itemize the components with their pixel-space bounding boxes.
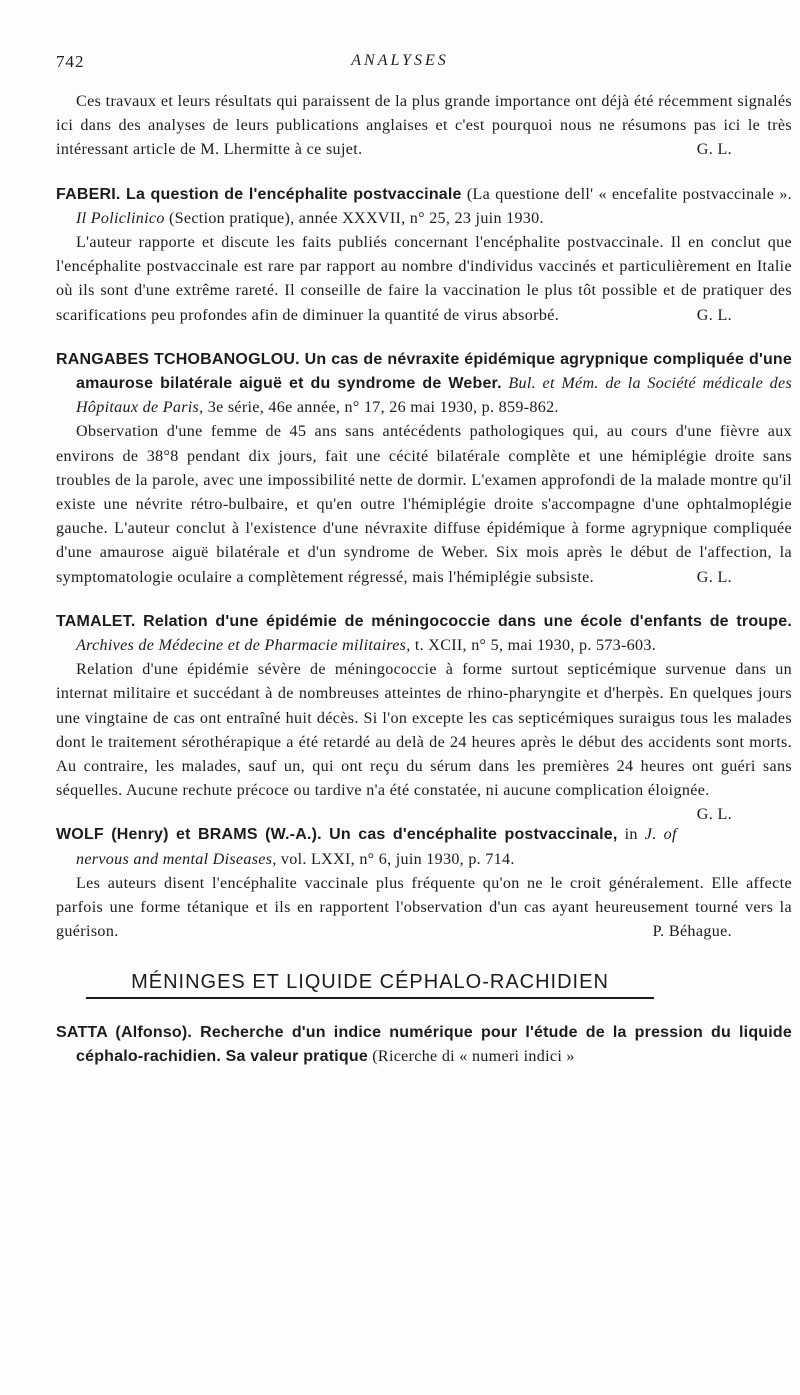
- abstract-entry: [56, 610, 792, 824]
- entry-title: WOLF (Henry) et BRAMS (W.-A.). Un cas d'encéphalite postvaccinale,: [56, 826, 618, 844]
- journal-name: Bul. et Mém. de la Société médicale des Hôpitaux de Paris,: [76, 375, 793, 417]
- entry-signature: G. L.: [696, 306, 732, 324]
- entry-source: in J. of nervous and mental Diseases, vol. LXXI, n° 6, juin 1930, p. 714.: [76, 826, 677, 868]
- entry-heading: [56, 1021, 792, 1069]
- entry-signature: P. Béhague.: [652, 923, 732, 941]
- page-number: 742: [56, 52, 85, 71]
- abstract-entry: [56, 1021, 792, 1069]
- abstract-entry: [56, 823, 792, 944]
- journal-name: J. of nervous and mental Diseases,: [76, 826, 677, 868]
- entry-signature: G. L.: [696, 568, 732, 586]
- intro-paragraph: [56, 90, 792, 163]
- running-head: ANALYSES: [351, 52, 449, 69]
- journal-name: Archives de Médecine et de Pharmacie militaires,: [76, 637, 411, 655]
- entry-body: L'auteur rapporte et discute les faits publiés concernant l'encéphalite postvaccinale. Il en conclut que l'encéphalite postvaccinale est rare par rapport au nombre d'individus vaccinés et particulièrement en Italie où ils sont d'une extrême rareté. Il conseille de faire la vaccination le plus tôt possible et de pratiquer des scarifications peu profondes afin de diminuer la quantité de virus absorbé. G. L.: [56, 231, 792, 328]
- entry-body: Les auteurs disent l'encéphalite vaccinale plus fréquente qu'on ne le croit généralement. Elle affecte parfois une forme tétanique et ils en rapportent l'observation d'un cas ayant heureusement tourné vers la guérison. P. Béhague.: [56, 872, 792, 945]
- abstract-entry: [56, 348, 792, 590]
- entry-heading: [56, 610, 792, 658]
- entry-source: (Ricerche di « numeri indici »: [367, 1047, 575, 1065]
- entry-title: SATTA (Alfonso). Recherche d'un indice numérique pour l'étude de la pression du liquide céphalo-rachidien. Sa valeur pratique: [56, 1023, 792, 1065]
- intro-text: Ces travaux et leurs résultats qui paraissent de la plus grande importance ont déjà été récemment signalés ici dans des analyses de leurs publications anglaises et c'est pourquoi nous ne résumons pas ici le très intéressant article de M. Lhermitte à ce sujet.: [56, 93, 792, 159]
- entry-heading: [56, 823, 792, 871]
- entry-title: RANGABES TCHOBANOGLOU. Un cas de névraxite épidémique agrypnique compliquée d'une amaurose bilatérale aiguë et du syndrome de Weber.: [56, 350, 792, 393]
- section-heading: MÉNINGES ET LIQUIDE CÉPHALO-RACHIDIEN: [86, 971, 654, 999]
- entry-title: FABERI. La question de l'encéphalite postvaccinale: [56, 185, 462, 203]
- abstract-entry: [56, 183, 792, 328]
- entry-source: Bul. et Mém. de la Société médicale des Hôpitaux de Paris, 3e série, 46e année, n° 17, 26 mai 1930, p. 859-862.: [76, 375, 793, 417]
- entry-heading: [56, 348, 792, 421]
- intro-signature: G. L.: [696, 141, 732, 159]
- page-body: [56, 90, 792, 1069]
- entry-heading: [56, 183, 792, 231]
- entry-source: (La questione dell' « encefalite postvaccinale ». Il Policlinico (Section pratique), année XXXVII, n° 25, 23 juin 1930.: [76, 185, 792, 227]
- journal-name: Il Policlinico: [76, 209, 165, 227]
- entry-title: TAMALET. Relation d'une épidémie de méningococcie dans une école d'enfants de troupe.: [56, 612, 792, 630]
- entry-body: Observation d'une femme de 45 ans sans antécédents pathologiques qui, au cours d'une fièvre aux environs de 38°8 pendant dix jours, fait une cécité bilatérale complète et une hémiplégie droite sans troubles de la parole, avec une impossibilité nette de dormir. L'examen approfondi de la malade montre qu'il existe une névrite rétro-bulbaire, et qu'en outre l'hémiplégie droite s'accompagne d'une ophtalmoplégie gauche. L'auteur conclut à l'existence d'une névraxite diffuse épidémique à forme agrypnique compliquée d'une amaurose aiguë bilatérale et d'un syndrome de Weber. Six mois après le début de l'affection, la symptomatologie oculaire a complètement régressé, mais l'hémiplégie subsiste. G. L.: [56, 420, 792, 589]
- entry-signature: G. L.: [696, 806, 732, 824]
- entry-source: Archives de Médecine et de Pharmacie militaires, t. XCII, n° 5, mai 1930, p. 573-603.: [76, 637, 657, 655]
- entry-body: Relation d'une épidémie sévère de méningococcie à forme surtout septicémique survenue dans un internat militaire et succédant à de nombreuses atteintes de rhino-pharyngite et d'herpès. En quelques jours une vingtaine de cas ont entraîné huit décès. Si l'on excepte les cas septicémiques suraigus tous les malades dont le traitement sérothérapique a été retardé au delà de 24 heures après le début des accidents sont morts. Au contraire, les malades, sauf un, qui ont reçu du sérum dans les premières 24 heures ont guéri sans séquelles. Aucune rechute précoce ou tardive n'a été constatée, ni aucune complication éloignée. G. L.: [56, 658, 792, 803]
- page-header: [0, 52, 800, 78]
